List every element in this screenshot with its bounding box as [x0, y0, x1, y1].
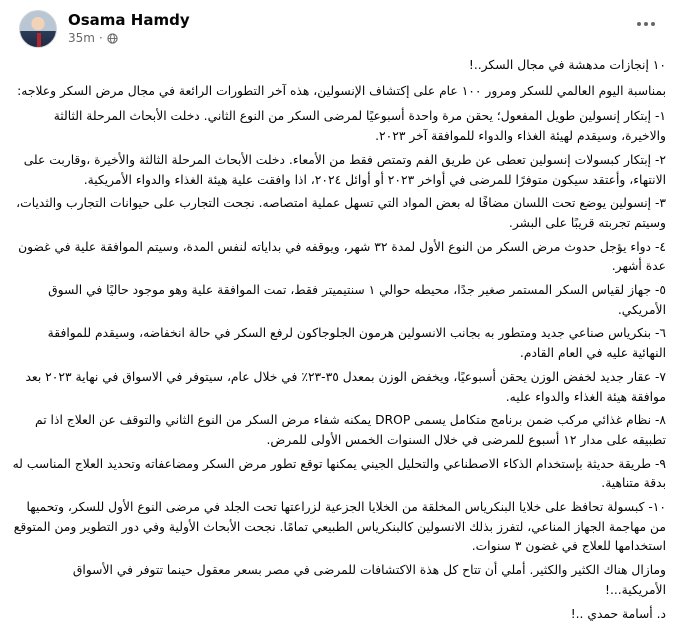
post-item-4: ٤- دواء يؤجل حدوث مرض السكر من النوع الأول لمدة ٣٢ شهر، ويوقفه في بداياته لنفس المدة، وسيتم الموافقة علية في غضون عدة أشهر. — [18, 239, 666, 274]
post-item-10: ١٠- كبسولة تحافظ على خلايا البنكرياس المخلقة من الخلايا الجزعية لزراعتها تحت الجلد في مرضى النوع الأول للسكر، وتحميها من مهاجمة الجهاز المناعي، لتفرز بذلك الانسولين كالبنكرياس الطبيعي تمامًا. نجحت الأبحاث الأولية وفي دور التطوير ومن المتوقع استخدامها للعلاج في غضون ٣ سنوات. — [13, 500, 666, 554]
meta-separator: · — [98, 31, 103, 45]
more-options-button[interactable] — [633, 14, 659, 34]
post-item-7: ٧- عقار جديد لخفض الوزن يحقن أسبوعيًا، ويخفض الوزن بمعدل ٣٥-٢٣٪ في خلال عام، سيتوفر في الاسواق في نهاية ٢٠٢٣ بعد موافقة هيئة الغذاء والدواء عليه. — [25, 369, 666, 404]
post-item-3: ٣- إنسولين يوضع تحت اللسان مضافًا له بعض المواد التي تسهل عملية امتصاصه. نجحت التجارب على حيوانات التجارب والثديات، وسيتم تجربته قريبًا على البشر. — [16, 196, 666, 230]
dot-icon — [651, 22, 655, 26]
dot-icon — [644, 22, 648, 26]
post-intro: بمناسبة اليوم العالمي للسكر ومرور ١٠٠ عام على إكتشاف الإنسولين، هذه آخر التطورات الرائعة في مجال مرض السكر وعلاجه: — [17, 83, 666, 98]
avatar-tie — [37, 33, 41, 47]
post-header — [19, 10, 659, 50]
post-meta — [68, 31, 118, 45]
author-name[interactable]: Osama Hamdy — [68, 11, 190, 29]
globe-icon[interactable] — [107, 33, 118, 44]
post-item-2: ٢- إبتكار كبسولات إنسولين تعطى عن طريق الفم وتمتص فقط من الأمعاء. دخلت الأبحاث المرحلة الثالثة والأخيرة ،وقاربت على الانتهاء، وأعتقد سيكون متوفرًا للمرضى في أواخر ٢٠٢٣ أو أوائل ٢٠٢٤، اذا وافقت علية هيئة الغذاء والدواء الأمريكية. — [23, 152, 666, 187]
post-signature: د. أسامة حمدي ..! — [570, 606, 666, 621]
avatar[interactable] — [19, 10, 57, 48]
post-item-5: ٥- جهاز لقياس السكر المستمر صغير جدًا، محيطه حوالي ١ سنتيميتر فقط، تمت الموافقة علية وهو موجود حاليًا في السوق الأمريكي. — [48, 283, 666, 317]
post-item-9: ٩- طريقة حديثة بإستخدام الذكاء الاصطناعي والتحليل الجيني يمكنها توقع تطور مرض السكر ومضاعفاته وتحديد العلاج المناسب له بدقة متناهية. — [12, 456, 666, 491]
dot-icon — [637, 22, 641, 26]
post-title: ١٠ إنجازات مدهشة في مجال السكر..! — [468, 58, 666, 72]
post-item-8: ٨- نظام غذائي مركب ضمن برنامج متكامل يسمى DROP يمكنه شفاء مرض السكر من النوع الثاني والتوقف عن العلاج اذا تم تطبيقه على مدار ١٢ أسبوع للمرضى في خلال السنوات الخمس الأولى للمرض. — [35, 413, 666, 447]
post-closing: ومازال هناك الكثير والكثير. أملي أن تتاح كل هذة الاكتشافات للمرضى في مصر بسعر معقول حينما تتوفر في الأسواق الأمريكية...! — [72, 563, 666, 597]
post-item-6: ٦- بنكرياس صناعي جديد ومتطور به بجانب الانسولين هرمون الجلوجاكون لرفع السكر في حالة انخفاضه، وسيقدم للموافقة النهائية عليه في العام القادم. — [47, 326, 666, 361]
post-item-1: ١- إبتكار إنسولين طويل المفعول؛ يحقن مرة واحدة أسبوعيًا لمرضى السكر من النوع الثاني. دخلت الأبحاث المرحلة الثالثة والاخيرة، وسيقدم لهيئة الغذاء والدواء للموافقة آخر ٢٠٢٣. — [53, 109, 666, 144]
post-body — [12, 56, 666, 628]
post-time[interactable]: 35m — [68, 31, 95, 45]
